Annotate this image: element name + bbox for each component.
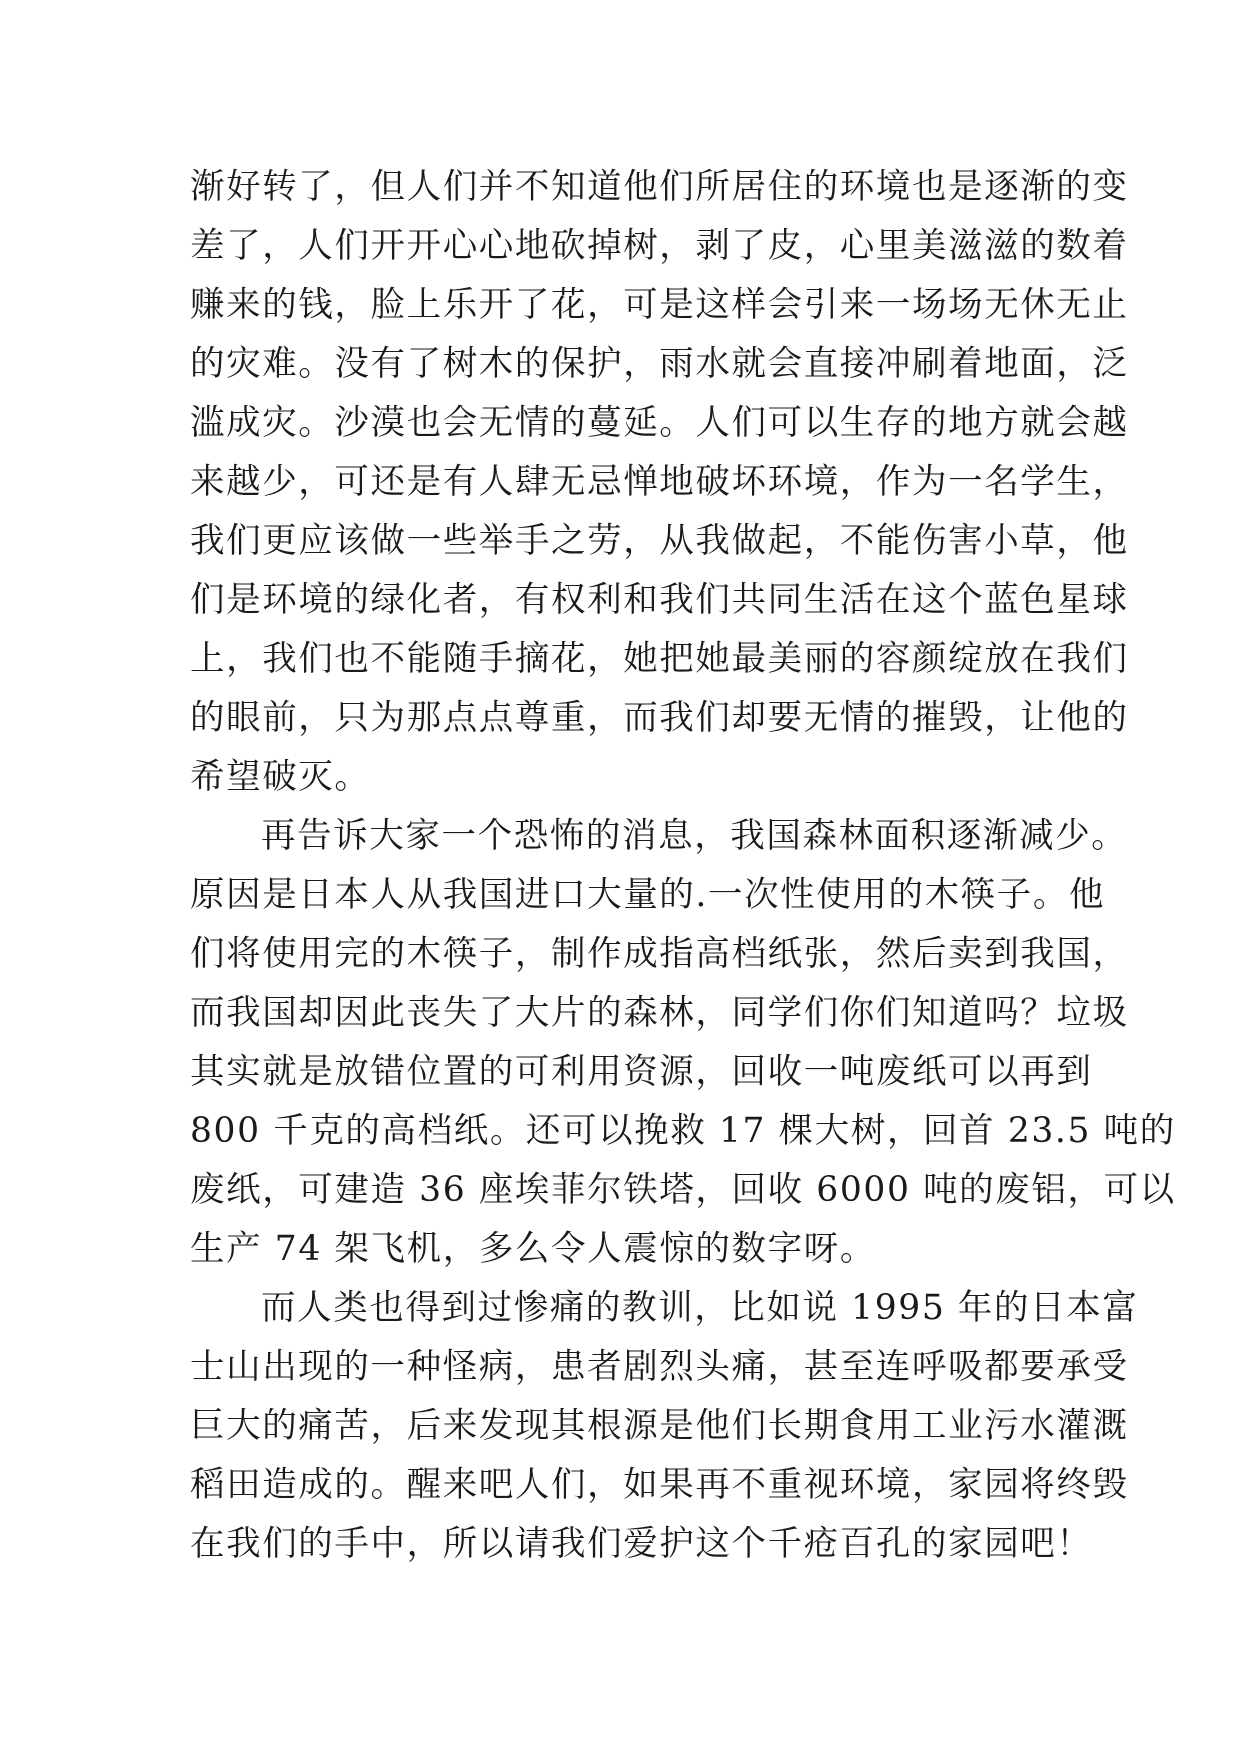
paragraph-3 <box>190 1279 1139 1574</box>
text-line: 废纸，可建造 36 座埃菲尔铁塔，回收 6000 吨的废铝，可以 <box>190 1170 1176 1210</box>
text-line: 再告诉大家一个恐怖的消息，我国森林面积逐渐减少。 <box>261 816 1128 856</box>
paragraph-2 <box>190 807 1176 1279</box>
text-line: 800 千克的高档纸。还可以挽救 17 棵大树，回首 23.5 吨的 <box>190 1111 1176 1151</box>
text-line: 原因是日本人从我国进口大量的.一次性使用的木筷子。他 <box>190 875 1106 915</box>
text-line: 渐好转了，但人们并不知道他们所居住的环境也是逐渐的变 <box>190 167 1129 207</box>
text-line: 滥成灾。沙漠也会无情的蔓延。人们可以生存的地方就会越 <box>190 403 1129 443</box>
text-line: 差了，人们开开心心地砍掉树，剥了皮，心里美滋滋的数着 <box>190 226 1129 266</box>
text-line: 稻田造成的。醒来吧人们，如果再不重视环境，家园将终毁 <box>190 1465 1129 1505</box>
text-line: 上，我们也不能随手摘花，她把她最美丽的容颜绽放在我们 <box>190 639 1129 679</box>
paragraph-1 <box>190 158 1129 807</box>
text-line: 其实就是放错位置的可利用资源，回收一吨废纸可以再到 <box>190 1052 1093 1092</box>
text-line: 巨大的痛苦，后来发现其根源是他们长期食用工业污水灌溉 <box>190 1406 1129 1446</box>
text-line: 我们更应该做一些举手之劳，从我做起，不能伤害小草，他 <box>190 521 1129 561</box>
text-line: 而人类也得到过惨痛的教训，比如说 1995 年的日本富 <box>261 1288 1139 1328</box>
body-text <box>190 158 1176 1574</box>
text-line: 们是环境的绿化者，有权利和我们共同生活在这个蓝色星球 <box>190 580 1129 620</box>
text-line: 的眼前，只为那点点尊重，而我们却要无情的摧毁，让他的 <box>190 698 1129 738</box>
text-line: 士山出现的一种怪病，患者剧烈头痛，甚至连呼吸都要承受 <box>190 1347 1129 1387</box>
text-line: 在我们的手中，所以请我们爱护这个千疮百孔的家园吧！ <box>190 1524 1093 1564</box>
text-line: 生产 74 架飞机，多么令人震惊的数字呀。 <box>190 1229 876 1269</box>
text-line: 希望破灭。 <box>190 757 371 797</box>
text-line: 来越少，可还是有人肆无忌惮地破坏环境，作为一名学生， <box>190 462 1129 502</box>
text-line: 们将使用完的木筷子，制作成指高档纸张，然后卖到我国， <box>190 934 1129 974</box>
text-line: 赚来的钱，脸上乐开了花，可是这样会引来一场场无休无止 <box>190 285 1129 325</box>
text-line: 的灾难。没有了树木的保护，雨水就会直接冲刷着地面，泛 <box>190 344 1129 384</box>
text-line: 而我国却因此丧失了大片的森林，同学们你们知道吗？垃圾 <box>190 993 1129 1033</box>
